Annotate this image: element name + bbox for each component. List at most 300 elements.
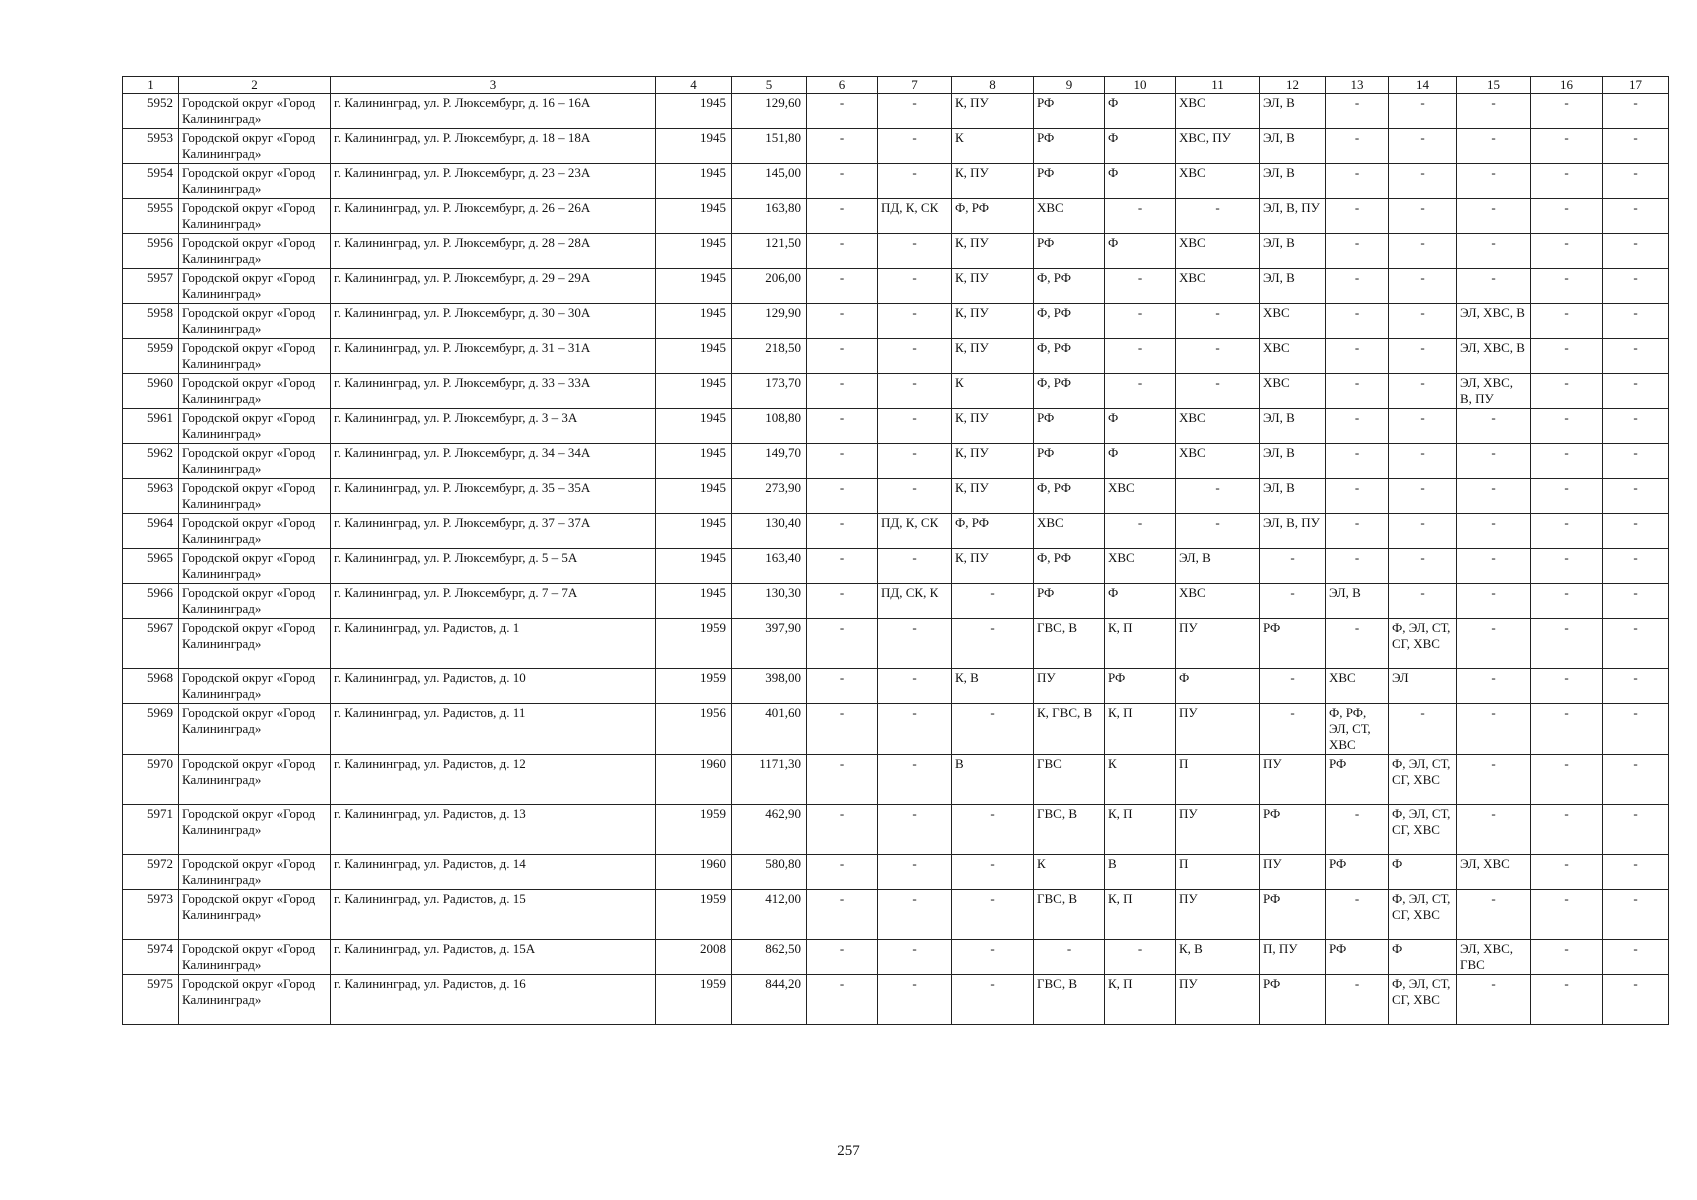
- table-cell: -: [1603, 94, 1669, 129]
- table-cell: РФ: [1034, 409, 1105, 444]
- table-cell: 129,60: [732, 94, 807, 129]
- table-cell: -: [1531, 444, 1603, 479]
- table-cell: -: [807, 234, 878, 269]
- table-cell: К, В: [1176, 940, 1260, 975]
- table-cell: -: [1389, 374, 1457, 409]
- table-cell: -: [807, 940, 878, 975]
- table-cell: -: [1457, 129, 1531, 164]
- table-cell: -: [1457, 409, 1531, 444]
- table-cell: -: [1389, 514, 1457, 549]
- table-cell: РФ: [1260, 805, 1326, 855]
- table-cell: -: [1603, 479, 1669, 514]
- table-cell: 129,90: [732, 304, 807, 339]
- table-cell: ЭЛ, ХВС: [1457, 855, 1531, 890]
- table-cell: Ф, РФ: [1034, 374, 1105, 409]
- table-cell: -: [1326, 374, 1389, 409]
- table-cell: ПУ: [1176, 704, 1260, 755]
- table-cell: -: [1105, 514, 1176, 549]
- table-cell: Ф, РФ: [952, 514, 1034, 549]
- table-cell: ЭЛ, В, ПУ: [1260, 514, 1326, 549]
- table-cell: 1959: [656, 619, 732, 669]
- table-cell: 5963: [123, 479, 179, 514]
- table-cell: г. Калининград, ул. Р. Люксембург, д. 23 – 23А: [331, 164, 656, 199]
- table-cell: К, ПУ: [952, 479, 1034, 514]
- column-header: 14: [1389, 77, 1457, 94]
- table-cell: 130,30: [732, 584, 807, 619]
- table-cell: 1945: [656, 514, 732, 549]
- table-cell: К, В: [952, 669, 1034, 704]
- table-row: [123, 234, 1669, 269]
- table-cell: -: [1457, 269, 1531, 304]
- table-cell: -: [878, 409, 952, 444]
- table-cell: ЭЛ, ХВС, ГВС: [1457, 940, 1531, 975]
- table-cell: -: [1531, 234, 1603, 269]
- table-cell: -: [807, 164, 878, 199]
- table-cell: -: [1389, 339, 1457, 374]
- table-cell: 1959: [656, 805, 732, 855]
- table-cell: -: [1603, 940, 1669, 975]
- table-cell: -: [1457, 94, 1531, 129]
- table-row: [123, 409, 1669, 444]
- table-cell: -: [1176, 199, 1260, 234]
- table-row: [123, 940, 1669, 975]
- table-cell: 5971: [123, 805, 179, 855]
- column-header: 7: [878, 77, 952, 94]
- table-cell: -: [1105, 940, 1176, 975]
- table-cell: 151,80: [732, 129, 807, 164]
- table-cell: РФ: [1260, 619, 1326, 669]
- table-cell: -: [1603, 855, 1669, 890]
- table-cell: 130,40: [732, 514, 807, 549]
- table-cell: -: [1531, 704, 1603, 755]
- table-cell: ЭЛ, В: [1326, 584, 1389, 619]
- table-cell: Городской округ «Город Калининград»: [179, 374, 331, 409]
- table-cell: 206,00: [732, 269, 807, 304]
- table-cell: -: [878, 164, 952, 199]
- table-row: [123, 755, 1669, 805]
- table-cell: -: [807, 549, 878, 584]
- table-cell: ЭЛ, В: [1260, 94, 1326, 129]
- table-cell: г. Калининград, ул. Р. Люксембург, д. 16 – 16А: [331, 94, 656, 129]
- table-cell: РФ: [1034, 164, 1105, 199]
- table-cell: ПУ: [1260, 855, 1326, 890]
- column-header: 10: [1105, 77, 1176, 94]
- table-cell: ЭЛ, В: [1260, 234, 1326, 269]
- table-cell: г. Калининград, ул. Р. Люксембург, д. 7 – 7А: [331, 584, 656, 619]
- table-cell: ЭЛ, В: [1260, 444, 1326, 479]
- table-cell: 397,90: [732, 619, 807, 669]
- table-cell: г. Калининград, ул. Радистов, д. 11: [331, 704, 656, 755]
- table-row: [123, 549, 1669, 584]
- table-cell: г. Калининград, ул. Радистов, д. 1: [331, 619, 656, 669]
- table-cell: Городской округ «Город Калининград»: [179, 164, 331, 199]
- table-cell: г. Калининград, ул. Р. Люксембург, д. 5 – 5А: [331, 549, 656, 584]
- table-cell: -: [807, 975, 878, 1025]
- table-cell: -: [807, 704, 878, 755]
- table-cell: -: [1260, 584, 1326, 619]
- table-cell: Ф, ЭЛ, СТ, СГ, ХВС: [1389, 890, 1457, 940]
- table-cell: -: [878, 940, 952, 975]
- column-header: 9: [1034, 77, 1105, 94]
- table-cell: -: [1326, 444, 1389, 479]
- column-header: 6: [807, 77, 878, 94]
- table-cell: 5972: [123, 855, 179, 890]
- table-cell: -: [1176, 479, 1260, 514]
- table-cell: П: [1176, 855, 1260, 890]
- table-cell: -: [1531, 94, 1603, 129]
- table-cell: К: [952, 129, 1034, 164]
- table-cell: ЭЛ, В: [1260, 409, 1326, 444]
- table-cell: 1945: [656, 199, 732, 234]
- table-cell: -: [1531, 339, 1603, 374]
- table-cell: ПУ: [1176, 890, 1260, 940]
- table-row: [123, 374, 1669, 409]
- table-cell: -: [1531, 269, 1603, 304]
- table-cell: -: [1531, 374, 1603, 409]
- table-cell: -: [878, 304, 952, 339]
- table-cell: -: [1105, 304, 1176, 339]
- table-cell: -: [807, 374, 878, 409]
- table-cell: К: [952, 374, 1034, 409]
- table-cell: -: [1603, 409, 1669, 444]
- table-cell: 121,50: [732, 234, 807, 269]
- table-cell: Городской округ «Город Калининград»: [179, 234, 331, 269]
- table-cell: -: [1326, 409, 1389, 444]
- table-cell: -: [1603, 975, 1669, 1025]
- table-cell: К, ПУ: [952, 444, 1034, 479]
- table-cell: -: [952, 890, 1034, 940]
- table-cell: ЭЛ: [1389, 669, 1457, 704]
- table-cell: 149,70: [732, 444, 807, 479]
- table-cell: -: [1105, 374, 1176, 409]
- table-cell: -: [1389, 234, 1457, 269]
- table-cell: -: [878, 234, 952, 269]
- table-cell: -: [1457, 619, 1531, 669]
- table-cell: -: [1603, 704, 1669, 755]
- table-cell: -: [878, 94, 952, 129]
- table-cell: -: [878, 890, 952, 940]
- table-cell: Городской округ «Город Калининград»: [179, 584, 331, 619]
- table-cell: -: [952, 619, 1034, 669]
- table-row: [123, 890, 1669, 940]
- table-cell: ХВС: [1176, 234, 1260, 269]
- table-cell: г. Калининград, ул. Радистов, д. 16: [331, 975, 656, 1025]
- table-cell: В: [1105, 855, 1176, 890]
- table-cell: ХВС: [1260, 339, 1326, 374]
- table-cell: 1945: [656, 479, 732, 514]
- table-cell: 5960: [123, 374, 179, 409]
- table-cell: -: [1389, 199, 1457, 234]
- table-cell: -: [952, 855, 1034, 890]
- table-row: [123, 704, 1669, 755]
- table-cell: -: [1034, 940, 1105, 975]
- table-cell: -: [1389, 129, 1457, 164]
- table-cell: -: [1531, 549, 1603, 584]
- table-cell: -: [878, 479, 952, 514]
- table-cell: 5974: [123, 940, 179, 975]
- table-cell: -: [1389, 94, 1457, 129]
- table-row: [123, 339, 1669, 374]
- table-cell: К, ПУ: [952, 304, 1034, 339]
- table-cell: -: [1326, 619, 1389, 669]
- table-cell: К, ПУ: [952, 549, 1034, 584]
- table-cell: -: [1603, 549, 1669, 584]
- table-cell: 1945: [656, 549, 732, 584]
- table-cell: 5952: [123, 94, 179, 129]
- table-cell: ПУ: [1176, 619, 1260, 669]
- table-cell: г. Калининград, ул. Р. Люксембург, д. 29 – 29А: [331, 269, 656, 304]
- table-cell: -: [1603, 669, 1669, 704]
- table-cell: г. Калининград, ул. Р. Люксембург, д. 18 – 18А: [331, 129, 656, 164]
- table-cell: -: [807, 94, 878, 129]
- table-cell: 1945: [656, 339, 732, 374]
- table-cell: К, П: [1105, 890, 1176, 940]
- table-cell: Ф: [1105, 129, 1176, 164]
- table-cell: -: [1603, 619, 1669, 669]
- table-cell: 1945: [656, 129, 732, 164]
- table-cell: Ф, РФ: [1034, 479, 1105, 514]
- table-cell: 1945: [656, 444, 732, 479]
- table-cell: ЭЛ, В: [1260, 129, 1326, 164]
- table-cell: -: [1457, 669, 1531, 704]
- table-cell: 218,50: [732, 339, 807, 374]
- table-cell: РФ: [1034, 584, 1105, 619]
- table-cell: -: [1531, 619, 1603, 669]
- table-cell: -: [1457, 805, 1531, 855]
- table-cell: К: [1034, 855, 1105, 890]
- table-cell: -: [1603, 234, 1669, 269]
- table-cell: ГВС, В: [1034, 805, 1105, 855]
- table-cell: Ф: [1105, 444, 1176, 479]
- table-cell: -: [1326, 304, 1389, 339]
- table-cell: ЭЛ, В: [1260, 479, 1326, 514]
- table-cell: -: [1457, 584, 1531, 619]
- table-cell: -: [1457, 444, 1531, 479]
- table-cell: Ф: [1105, 584, 1176, 619]
- table-row: [123, 669, 1669, 704]
- table-cell: Ф: [1176, 669, 1260, 704]
- table-cell: ХВС: [1176, 94, 1260, 129]
- table-cell: Городской округ «Город Калининград»: [179, 669, 331, 704]
- table-cell: К, П: [1105, 619, 1176, 669]
- table-cell: Городской округ «Город Калининград»: [179, 755, 331, 805]
- table-row: [123, 479, 1669, 514]
- table-cell: г. Калининград, ул. Р. Люксембург, д. 33 – 33А: [331, 374, 656, 409]
- table-cell: 580,80: [732, 855, 807, 890]
- table-cell: ХВС: [1176, 444, 1260, 479]
- register-table: [122, 76, 1669, 1025]
- table-cell: -: [1105, 269, 1176, 304]
- table-cell: К, ГВС, В: [1034, 704, 1105, 755]
- table-cell: -: [1603, 584, 1669, 619]
- table-cell: -: [1457, 975, 1531, 1025]
- table-cell: г. Калининград, ул. Радистов, д. 15А: [331, 940, 656, 975]
- table-cell: -: [1389, 549, 1457, 584]
- table-cell: 163,80: [732, 199, 807, 234]
- table-cell: г. Калининград, ул. Р. Люксембург, д. 26 – 26А: [331, 199, 656, 234]
- table-cell: 5955: [123, 199, 179, 234]
- table-cell: 2008: [656, 940, 732, 975]
- table-cell: -: [1389, 269, 1457, 304]
- table-cell: Ф, РФ, ЭЛ, СТ, ХВС: [1326, 704, 1389, 755]
- table-body: [123, 94, 1669, 1025]
- table-cell: -: [1326, 805, 1389, 855]
- table-cell: Городской округ «Город Калининград»: [179, 339, 331, 374]
- table-cell: Городской округ «Город Калининград»: [179, 940, 331, 975]
- table-cell: 5968: [123, 669, 179, 704]
- table-cell: 5961: [123, 409, 179, 444]
- column-header: 1: [123, 77, 179, 94]
- table-cell: ХВС: [1105, 479, 1176, 514]
- table-cell: 1945: [656, 584, 732, 619]
- table-cell: Городской округ «Город Калининград»: [179, 805, 331, 855]
- table-cell: -: [878, 975, 952, 1025]
- table-cell: -: [807, 514, 878, 549]
- table-cell: 5975: [123, 975, 179, 1025]
- table-cell: Городской округ «Город Калининград»: [179, 409, 331, 444]
- table-cell: ЭЛ, В: [1176, 549, 1260, 584]
- table-cell: -: [1603, 269, 1669, 304]
- table-cell: -: [807, 129, 878, 164]
- table-cell: Ф, ЭЛ, СТ, СГ, ХВС: [1389, 975, 1457, 1025]
- table-cell: Городской округ «Город Калининград»: [179, 975, 331, 1025]
- table-cell: 1959: [656, 669, 732, 704]
- table-cell: -: [1603, 444, 1669, 479]
- table-cell: 1945: [656, 304, 732, 339]
- table-cell: -: [807, 855, 878, 890]
- table-cell: -: [952, 805, 1034, 855]
- table-cell: -: [1389, 704, 1457, 755]
- table-cell: 1960: [656, 855, 732, 890]
- table-cell: -: [1603, 805, 1669, 855]
- table-cell: Ф: [1105, 94, 1176, 129]
- table-cell: -: [1176, 304, 1260, 339]
- column-header: 12: [1260, 77, 1326, 94]
- table-cell: ХВС: [1105, 549, 1176, 584]
- table-cell: Городской округ «Город Калининград»: [179, 94, 331, 129]
- table-cell: 5966: [123, 584, 179, 619]
- table-cell: -: [1326, 269, 1389, 304]
- table-cell: -: [807, 669, 878, 704]
- table-cell: -: [1389, 304, 1457, 339]
- table-cell: Ф, РФ: [1034, 549, 1105, 584]
- table-cell: 5967: [123, 619, 179, 669]
- table-cell: Городской округ «Город Калининград»: [179, 304, 331, 339]
- table-cell: -: [878, 129, 952, 164]
- table-cell: 173,70: [732, 374, 807, 409]
- column-header: 11: [1176, 77, 1260, 94]
- table-cell: ЭЛ, В, ПУ: [1260, 199, 1326, 234]
- table-row: [123, 444, 1669, 479]
- table-cell: -: [1457, 890, 1531, 940]
- table-cell: 163,40: [732, 549, 807, 584]
- table-cell: -: [1326, 514, 1389, 549]
- table-cell: -: [1531, 304, 1603, 339]
- table-cell: ХВС: [1034, 514, 1105, 549]
- table-cell: -: [807, 619, 878, 669]
- table-cell: г. Калининград, ул. Р. Люксембург, д. 28 – 28А: [331, 234, 656, 269]
- table-cell: -: [807, 805, 878, 855]
- table-cell: -: [1531, 669, 1603, 704]
- table-cell: -: [1389, 444, 1457, 479]
- table-cell: ГВС: [1034, 755, 1105, 805]
- table-cell: -: [878, 755, 952, 805]
- table-cell: РФ: [1105, 669, 1176, 704]
- table-cell: -: [1326, 164, 1389, 199]
- table-cell: К, ПУ: [952, 94, 1034, 129]
- table-cell: Ф: [1105, 164, 1176, 199]
- table-cell: -: [807, 304, 878, 339]
- table-cell: ГВС, В: [1034, 619, 1105, 669]
- table-cell: -: [1603, 514, 1669, 549]
- table-cell: -: [1531, 584, 1603, 619]
- table-row: [123, 514, 1669, 549]
- table-cell: Городской округ «Город Калининград»: [179, 479, 331, 514]
- table-cell: РФ: [1034, 234, 1105, 269]
- column-header: 13: [1326, 77, 1389, 94]
- table-cell: -: [1389, 479, 1457, 514]
- table-cell: К: [1105, 755, 1176, 805]
- table-cell: -: [1457, 549, 1531, 584]
- table-cell: ПУ: [1176, 975, 1260, 1025]
- table-cell: К, ПУ: [952, 339, 1034, 374]
- table-cell: -: [1176, 374, 1260, 409]
- table-cell: Городской округ «Город Калининград»: [179, 704, 331, 755]
- table-cell: РФ: [1326, 940, 1389, 975]
- table-cell: ХВС: [1176, 409, 1260, 444]
- table-cell: г. Калининград, ул. Р. Люксембург, д. 34 – 34А: [331, 444, 656, 479]
- table-cell: 5962: [123, 444, 179, 479]
- table-cell: -: [952, 940, 1034, 975]
- table-cell: ПД, СК, К: [878, 584, 952, 619]
- table-cell: -: [1326, 890, 1389, 940]
- column-header: 4: [656, 77, 732, 94]
- table-cell: 5965: [123, 549, 179, 584]
- table-cell: -: [1176, 339, 1260, 374]
- table-row: [123, 199, 1669, 234]
- table-cell: -: [1389, 164, 1457, 199]
- table-cell: Ф: [1389, 855, 1457, 890]
- table-cell: -: [807, 444, 878, 479]
- table-cell: -: [807, 409, 878, 444]
- table-cell: -: [1603, 304, 1669, 339]
- table-cell: Ф, РФ: [1034, 339, 1105, 374]
- table-cell: Ф, РФ: [952, 199, 1034, 234]
- table-cell: -: [1531, 855, 1603, 890]
- table-cell: -: [1531, 199, 1603, 234]
- table-cell: РФ: [1260, 890, 1326, 940]
- table-cell: -: [1260, 549, 1326, 584]
- table-cell: г. Калининград, ул. Радистов, д. 14: [331, 855, 656, 890]
- table-cell: ЭЛ, В: [1260, 269, 1326, 304]
- table-cell: -: [1105, 199, 1176, 234]
- table-cell: -: [1457, 164, 1531, 199]
- table-cell: 862,50: [732, 940, 807, 975]
- table-cell: П, ПУ: [1260, 940, 1326, 975]
- table-cell: Ф: [1389, 940, 1457, 975]
- table-cell: Ф, РФ: [1034, 304, 1105, 339]
- table-cell: К, ПУ: [952, 269, 1034, 304]
- table-cell: Городской округ «Город Калининград»: [179, 269, 331, 304]
- table-cell: -: [807, 479, 878, 514]
- table-cell: -: [878, 855, 952, 890]
- table-cell: 5958: [123, 304, 179, 339]
- table-cell: Ф, ЭЛ, СТ, СГ, ХВС: [1389, 755, 1457, 805]
- table-cell: -: [878, 374, 952, 409]
- table-cell: -: [1326, 199, 1389, 234]
- column-header: 5: [732, 77, 807, 94]
- table-cell: -: [952, 975, 1034, 1025]
